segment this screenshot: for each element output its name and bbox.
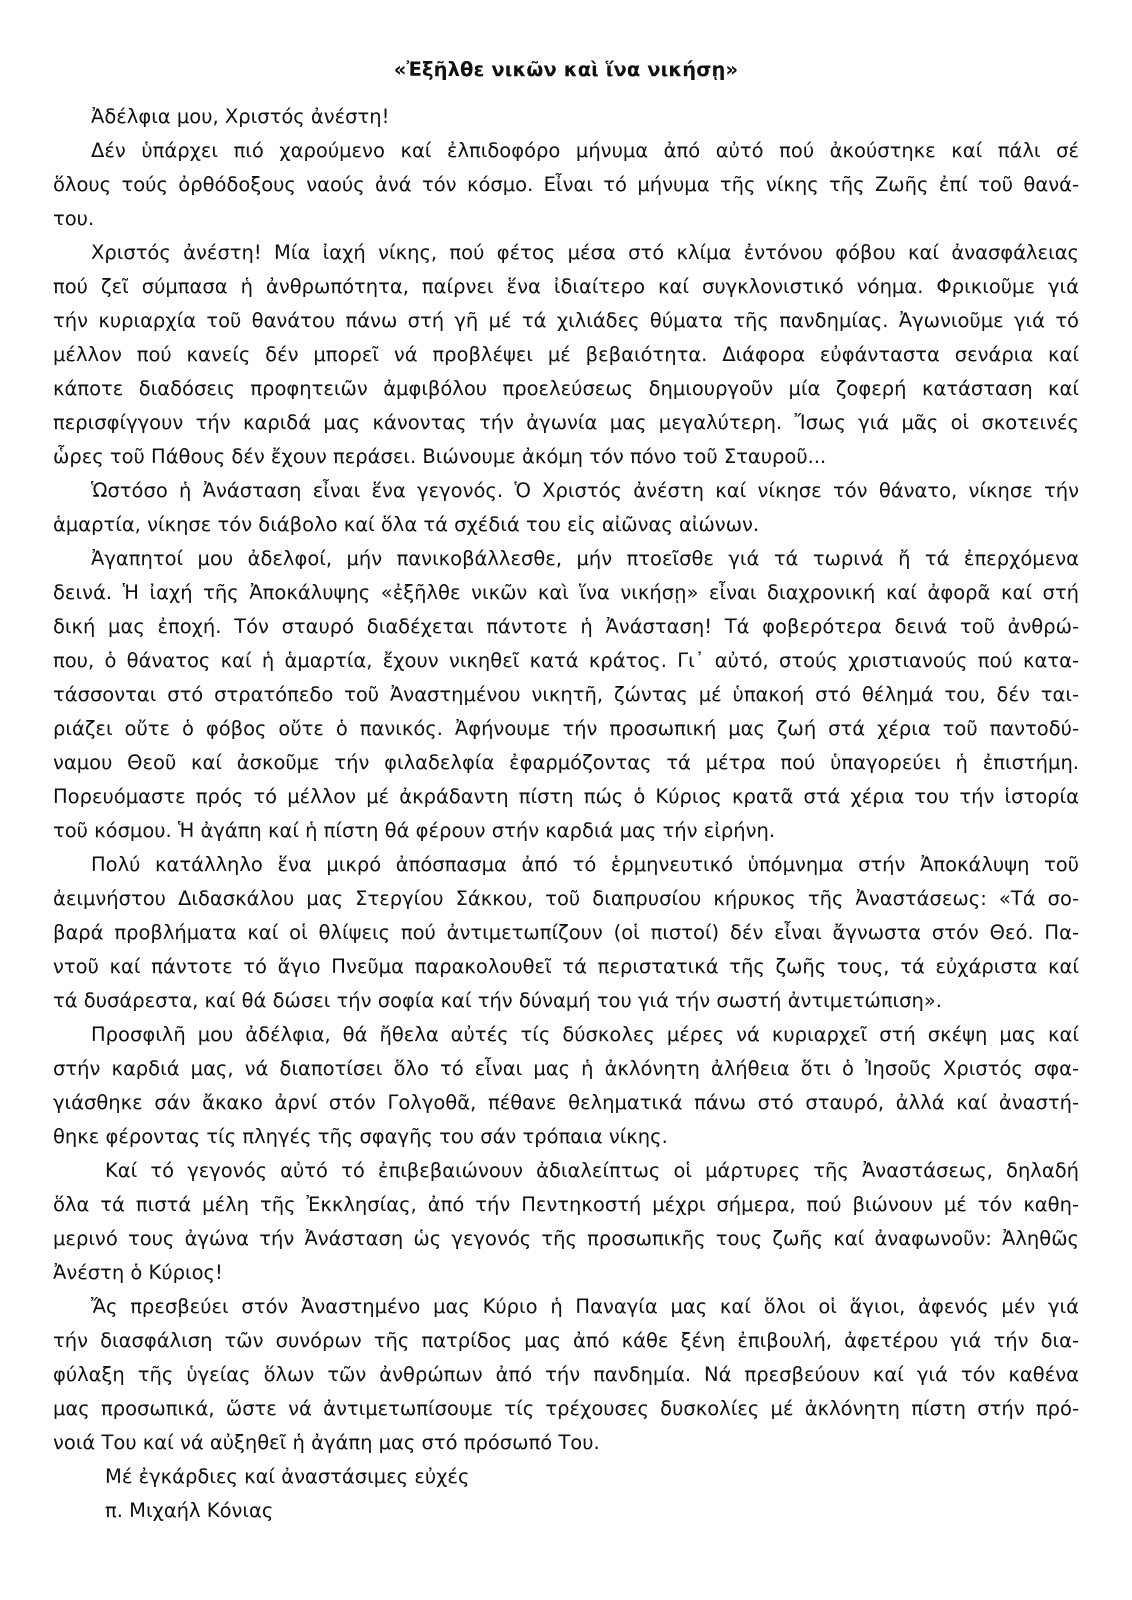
closing-greeting: Μέ ἐγκάρδιες καί ἀναστάσιμες εὐχές: [105, 1465, 470, 1488]
text-line: μερινό τους ἀγώνα τήν Ἀνάσταση ὡς γεγονός τῆς προσωπικῆς τους ζωῆς καί ἀναφωνοῦν: Ἀληθῶς: [53, 1227, 1079, 1250]
text-line: ριάζει οὔτε ὁ φόβος οὔτε ὁ πανικός. Ἀφήνουμε τήν προσωπική μας ζωή στά χέρια τοῦ παντοδύ-: [53, 717, 1079, 740]
text-line: Χριστός ἀνέστη! Μία ἰαχή νίκης, πού φέτος μέσα στό κλίμα ἐντόνου φόβου καί ἀνασφάλειας: [91, 241, 1079, 264]
text-line: τήν κυριαρχία τοῦ θανάτου πάνω στή γῆ μέ τά χιλιάδες θύματα τῆς πανδημίας. Ἀγωνιοῦμε γιά τό: [53, 309, 1079, 332]
text-line: ἁμαρτία, νίκησε τόν διάβολο καί ὅλα τά σχέδιά του εἰς αἰῶνας αἰώνων.: [53, 513, 760, 536]
text-line: δεινά. Ἡ ἰαχή τῆς Ἀποκάλυψης «ἐξῆλθε νικῶν καὶ ἵνα νικήσῃ» εἶναι διαχρονική καί ἀφορᾶ καί στή: [53, 581, 1079, 604]
document-title: «Ἐξῆλθε νικῶν καὶ ἵνα νικήσῃ»: [393, 58, 739, 81]
text-line: θηκε φέροντας τίς πληγές τῆς σφαγῆς του σάν τρόπαια νίκης.: [53, 1125, 668, 1148]
text-line: γιάσθηκε σάν ἄκακο ἀρνί στόν Γολγοθᾶ, πέθανε θεληματικά πάνω στό σταυρό, ἀλλά καί ἀναστή-: [53, 1091, 1079, 1114]
text-line: ἀειμνήστου Διδασκάλου μας Στεργίου Σάκκου, τοῦ διαπρυσίου κήρυκος τῆς Ἀναστάσεως: «Τά σο-: [53, 887, 1079, 910]
signature: π. Μιχαήλ Κόνιας: [105, 1499, 274, 1522]
text-line: κάποτε διαδόσεις προφητειῶν ἀμφιβόλου προελεύσεως δημιουργοῦν μία ζοφερή κατάσταση καί: [53, 377, 1079, 400]
text-line: μας προσωπικά, ὥστε νά ἀντιμετωπίσουμε τίς τρέχουσες δυσκολίες μέ ἀκλόνητη πίστη στήν πρό-: [53, 1397, 1079, 1420]
text-line: περισφίγγουν τήν καριδά μας κάνοντας τήν ἀγωνία μας μεγαλύτερη. Ἴσως γιά μᾶς οἱ σκοτεινές: [53, 411, 1079, 434]
text-line: τά δυσάρεστα, καί θά δώσει τήν σοφία καί τήν δύναμή του γιά τήν σωστή ἀντιμετώπιση».: [53, 989, 942, 1012]
text-line: τήν διασφάλιση τῶν συνόρων τῆς πατρίδος μας ἀπό κάθε ξένη ἐπιβουλή, ἀφετέρου γιά τήν δια-: [53, 1329, 1079, 1352]
text-line: ὅλα τά πιστά μέλη τῆς Ἐκκλησίας, ἀπό τήν Πεντηκοστή μέχρι σήμερα, πού βιώνουν μέ τόν καθη-: [53, 1193, 1079, 1216]
text-line: ὅλους τούς ὀρθόδοξους ναούς ἀνά τόν κόσμο. Εἶναι τό μήνυμα τῆς νίκης τῆς Ζωῆς ἐπί τοῦ θανά-: [53, 173, 1079, 196]
text-line: πού ζεῖ σύμπασα ἡ ἀνθρωπότητα, παίρνει ἕνα ἰδιαίτερο καί συγκλονιστικό νόημα. Φρικιοῦμε γιά: [53, 275, 1079, 298]
text-line: Πολύ κατάλληλο ἕνα μικρό ἀπόσπασμα ἀπό τό ἑρμηνευτικό ὑπόμνημα στήν Ἀποκάλυψη τοῦ: [91, 853, 1079, 876]
text-line: Ἀνέστη ὁ Κύριος!: [53, 1261, 223, 1284]
text-line: Ἄς πρεσβεύει στόν Ἀναστημένο μας Κύριο ἡ Παναγία μας καί ὅλοι οἱ ἅγιοι, ἀφενός μέν γιά: [91, 1295, 1079, 1318]
text-line: στήν καρδιά μας, νά διαποτίσει ὅλο τό εἶναι μας ἡ ἀκλόνητη ἀλήθεια ὅτι ὁ Ἰησοῦς Χριστός σφα-: [53, 1057, 1079, 1080]
text-line: που, ὁ θάνατος καί ἡ ἁμαρτία, ἔχουν νικηθεῖ κατά κράτος. Γι᾽ αὐτό, στούς χριστιανούς πού κατα-: [53, 649, 1079, 672]
text-line: Πορευόμαστε πρός τό μέλλον μέ ἀκράδαντη πίστη πώς ὁ Κύριος κρατᾶ στά χέρια του τήν ἱστορία: [53, 785, 1079, 808]
text-line: Ἀγαπητοί μου ἀδελφοί, μήν πανικοβάλλεσθε, μήν πτοεῖσθε γιά τά τωρινά ἤ τά ἐπερχόμενα: [91, 547, 1079, 570]
text-line: Ὡστόσο ἡ Ἀνάσταση εἶναι ἕνα γεγονός. Ὁ Χριστός ἀνέστη καί νίκησε τόν θάνατο, νίκησε τήν: [91, 479, 1079, 502]
text-line: Καί τό γεγονός αὐτό τό ἐπιβεβαιώνουν ἀδιαλείπτως οἱ μάρτυρες τῆς Ἀναστάσεως, δηλαδή: [105, 1159, 1079, 1182]
text-line: τοῦ κόσμου. Ἡ ἀγάπη καί ἡ πίστη θά φέρουν στήν καρδιά μας τήν εἰρήνη.: [53, 819, 776, 842]
text-line: τάσσονται στό στρατόπεδο τοῦ Ἀναστημένου νικητῆ, ζώντας μέ ὑπακοή στό θέλημά του, δέν ται-: [53, 683, 1079, 706]
text-line: φύλαξη τῆς ὑγείας ὅλων τῶν ἀνθρώπων ἀπό τήν πανδημία. Νά πρεσβεύουν καί γιά τόν καθένα: [53, 1363, 1079, 1386]
text-line: Δέν ὑπάρχει πιό χαρούμενο καί ἐλπιδοφόρο μήνυμα ἀπό αὐτό πού ἀκούστηκε καί πάλι σέ: [91, 139, 1079, 162]
text-line: Ἀδέλφια μου, Χριστός ἀνέστη!: [91, 105, 390, 128]
text-line: δική μας ἐποχή. Τόν σταυρό διαδέχεται πάντοτε ἡ Ἀνάσταση! Τά φοβερότερα δεινά τοῦ ἀνθρώ-: [53, 615, 1079, 638]
text-line: νοιά Του καί νά αὐξηθεῖ ἡ ἀγάπη μας στό πρόσωπό Του.: [53, 1431, 600, 1454]
text-line: του.: [53, 207, 95, 230]
text-line: ὧρες τοῦ Πάθους δέν ἔχουν περάσει. Βιώνουμε ἀκόμη τόν πόνο τοῦ Σταυροῦ...: [53, 445, 827, 468]
text-line: Προσφιλῆ μου ἀδέλφια, θά ἤθελα αὐτές τίς δύσκολες μέρες νά κυριαρχεῖ στή σκέψη μας καί: [91, 1023, 1079, 1046]
text-line: ντοῦ καί πάντοτε τό ἅγιο Πνεῦμα παρακολουθεῖ τά περιστατικά τῆς ζωῆς τους, τά εὐχάριστα καί: [53, 955, 1079, 978]
text-line: ναμου Θεοῦ καί ἀσκοῦμε τήν φιλαδελφία ἐφαρμόζοντας τά μέτρα πού ὑπαγορεύει ἡ ἐπιστήμη.: [53, 751, 1079, 774]
text-line: βαρά προβλήματα καί οἱ θλίψεις πού ἀντιμετωπίζουν (οἱ πιστοί) δέν εἶναι ἄγνωστα στόν Θεό. Πα-: [53, 921, 1079, 944]
text-line: μέλλον πού κανείς δέν μπορεῖ νά προβλέψει μέ βεβαιότητα. Διάφορα εὐφάνταστα σενάρια καί: [53, 343, 1079, 366]
